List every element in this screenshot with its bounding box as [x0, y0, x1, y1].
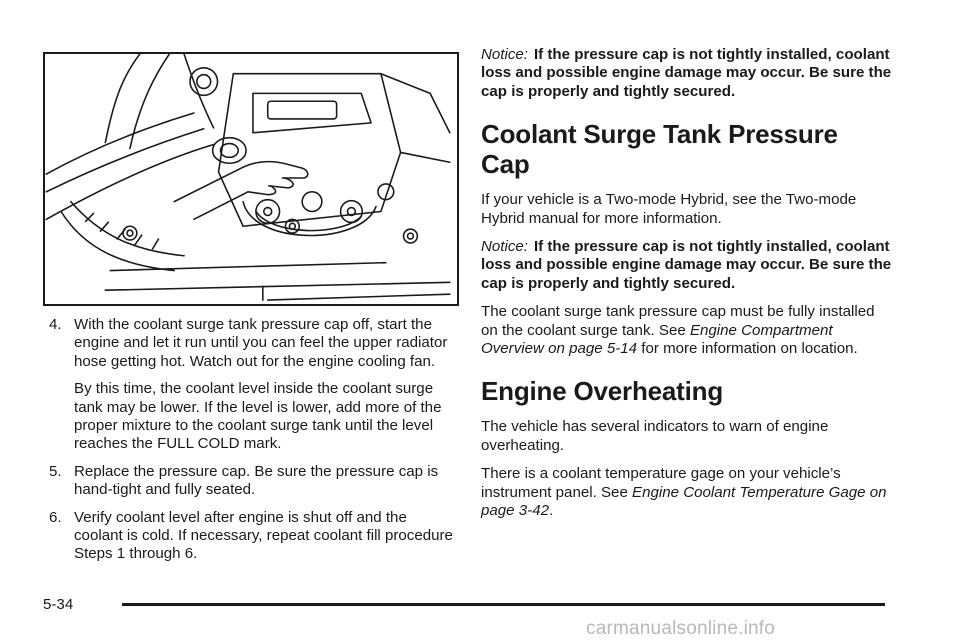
step-text: Verify coolant level after engine is shut off and the coolant is cold. If necessary, repeat coolant fill procedure Steps 1 through 6.	[74, 508, 453, 563]
step-text: Replace the pressure cap. Be sure the pressure cap is hand-tight and fully seated.	[74, 462, 439, 499]
right-column	[481, 46, 893, 531]
notice-label: Notice:	[481, 238, 528, 256]
cross-reference-link[interactable]: Engine Coolant Temperature Gage on page 3-42	[481, 483, 887, 520]
watermark: carmanualsonline.info	[586, 618, 776, 639]
paragraph: If your vehicle is a Two-mode Hybrid, see the Two-mode Hybrid manual for more information.	[481, 191, 857, 227]
paragraph-text: .	[548, 502, 554, 520]
step-number: 6.	[49, 508, 62, 526]
paragraph	[481, 303, 893, 358]
cross-reference-link[interactable]: Engine Compartment Overview on page 5-14	[481, 321, 833, 358]
step-followup-text: By this time, the coolant level inside the coolant surge tank may be lower. If the level is lower, add more of the proper mixture to the coolant surge tank until the level reaches the FULL COLD mark.	[74, 380, 442, 453]
step-number: 5.	[49, 462, 62, 480]
paragraph: The vehicle has several indicators to warn of engine overheating.	[481, 418, 829, 454]
notice-label: Notice:	[481, 46, 528, 63]
step-6	[49, 509, 453, 564]
step-number: 4.	[49, 316, 62, 333]
notice-block	[481, 238, 893, 293]
section-heading-pressure-cap: Coolant Surge Tank Pressure Cap	[481, 119, 838, 180]
paragraph-text: for more information on location.	[637, 340, 858, 358]
step-5	[49, 463, 453, 500]
notice-text: If the pressure cap is not tightly installed, coolant loss and possible engine damage may occur. Be sure the cap is properly and tightly secured.	[481, 46, 892, 100]
paragraph-text: The coolant surge tank pressure cap must be fully installed on the coolant surge tank. See	[481, 303, 875, 339]
footer-rule	[122, 603, 885, 606]
notice-block	[481, 46, 893, 101]
step-4	[49, 316, 453, 371]
paragraph-text: There is a coolant temperature gage on your vehicle’s instrument panel. See	[481, 465, 841, 501]
section-heading-engine-overheating: Engine Overheating	[481, 376, 724, 407]
step-4-followup	[49, 380, 453, 454]
left-column	[49, 316, 453, 573]
notice-text: If the pressure cap is not tightly installed, coolant loss and possible engine damage may occur. Be sure the cap is properly and tightly secured.	[481, 238, 892, 292]
step-text: With the coolant surge tank pressure cap off, start the engine and let it run until you can feel the upper radiator hose getting hot. Watch out for the engine cooling fan.	[74, 316, 448, 370]
engine-illustration	[43, 52, 459, 306]
paragraph	[481, 465, 893, 520]
page-number: 5-34	[43, 596, 74, 613]
